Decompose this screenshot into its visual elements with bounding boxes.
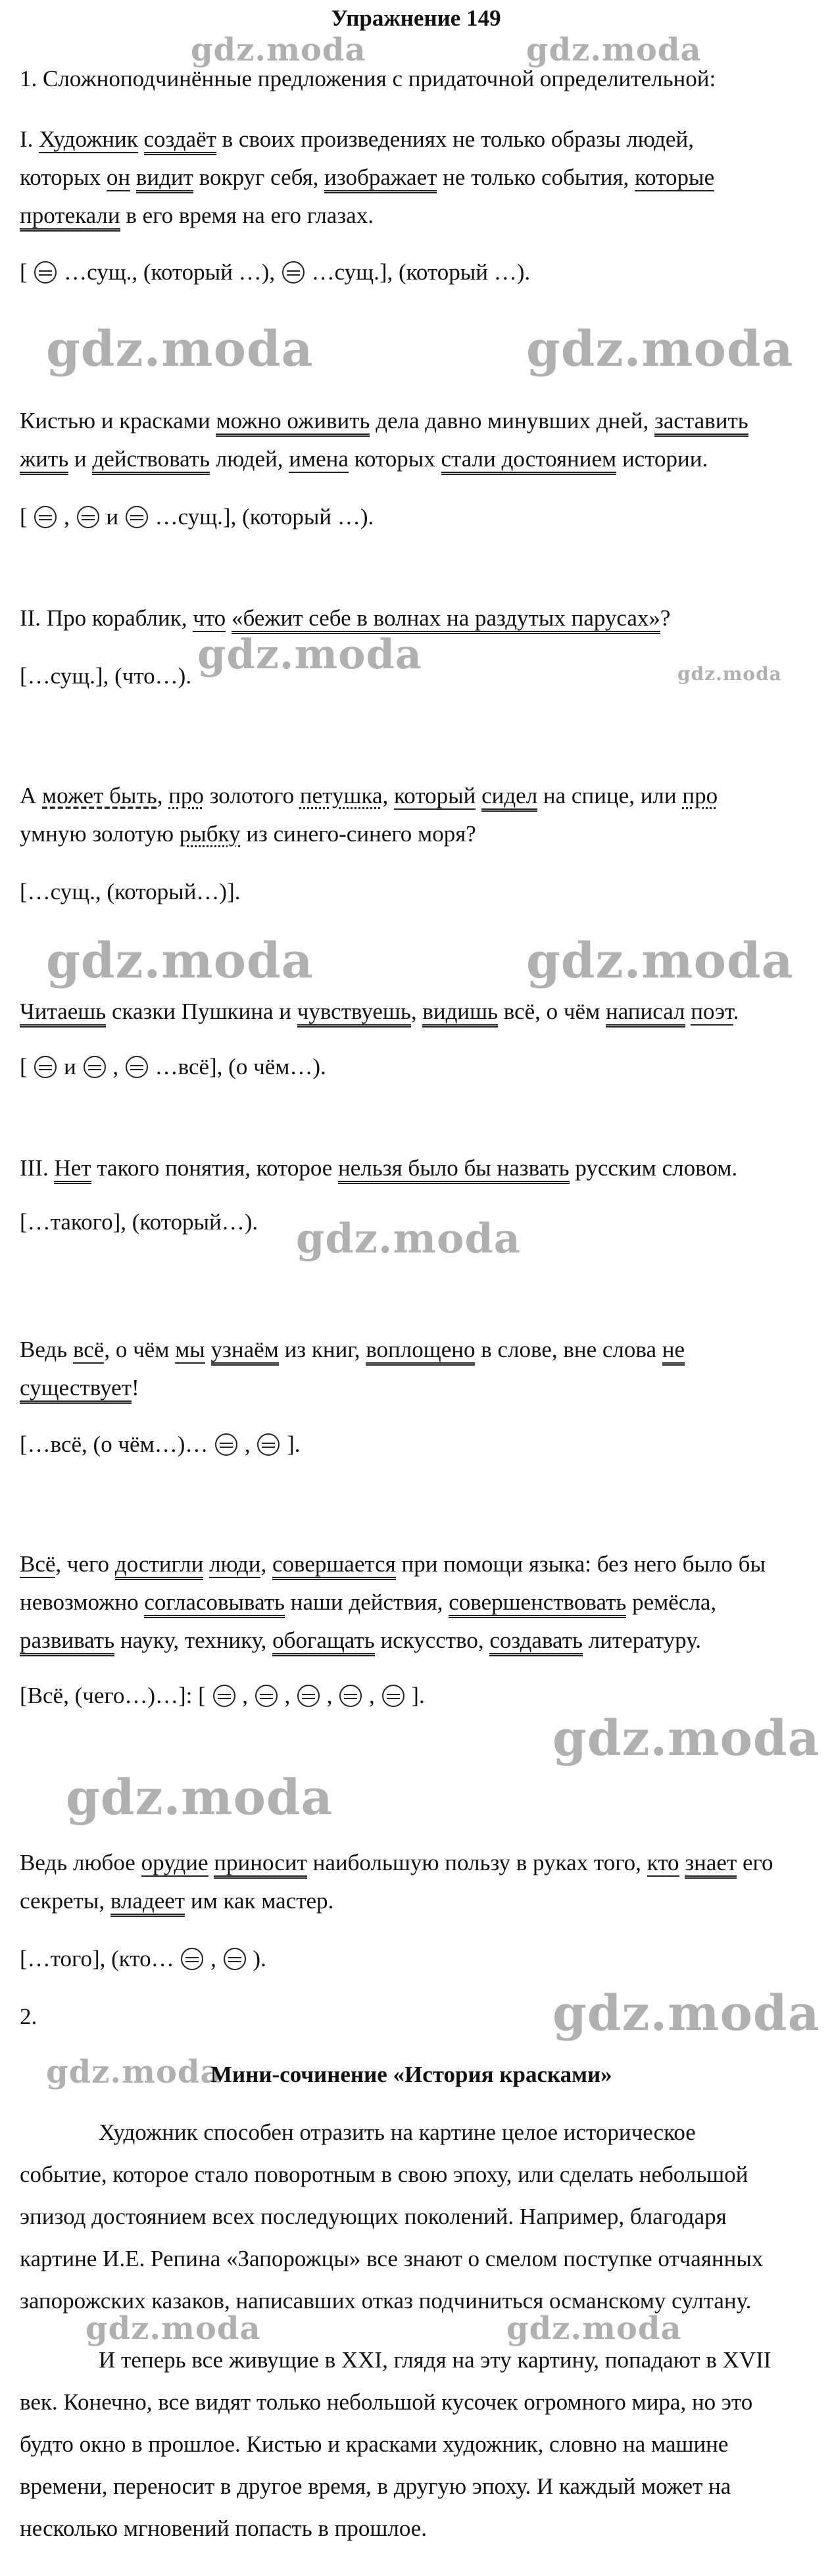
scheme-4: […сущ., (который…)]. <box>20 879 241 904</box>
predicate-circle-icon <box>126 506 148 528</box>
essay-line: Художник способен отразить на картине целое историческое <box>99 2119 696 2145</box>
sentence-1-line-1: I. Художник создаёт в своих произведениях не только образы людей, <box>20 125 694 154</box>
watermark: gdz.moda <box>526 933 794 989</box>
exercise-title: Упражнение 149 <box>331 5 501 31</box>
watermark: gdz.moda <box>296 1214 521 1262</box>
watermark: gdz.moda <box>552 1985 820 2042</box>
sentence-7-line-1: Ведь всё, о чём мы узнаём из книг, воплощено в слове, вне слова не <box>20 1335 685 1364</box>
scheme-5: [ и , …всё], (о чём…). <box>20 1054 326 1079</box>
predicate-circle-icon <box>34 506 57 528</box>
watermark: gdz.moda <box>46 2054 222 2091</box>
scheme-1: [ …сущ., (который …), …сущ.], (который …). <box>20 259 531 285</box>
scheme-7: […всё, (о чём…)… , ]. <box>20 1431 301 1457</box>
predicate-circle-icon <box>84 1056 106 1078</box>
sentence-1-line-3: протекали в его время на его глазах. <box>20 201 374 230</box>
watermark: gdz.moda <box>506 2310 682 2347</box>
sentence-7-line-2: существует! <box>20 1374 139 1402</box>
predicate-circle-icon <box>382 1685 404 1707</box>
watermark: gdz.moda <box>46 321 314 378</box>
sentence-3: II. Про кораблик, что «бежит себе в волнах на раздутых парусах»? <box>20 604 670 633</box>
scheme-9: […того], (кто… , ). <box>20 1946 266 1971</box>
essay-line: запорожских казаков, написавших отказ подчиниться османскому султану. <box>20 2288 752 2314</box>
predicate-circle-icon <box>297 1685 320 1707</box>
sentence-9-line-2: секреты, владеет им как мастер. <box>20 1887 333 1916</box>
essay-line: век. Конечно, все видят только небольшой кусочек огромного мира, но это <box>20 2389 753 2415</box>
predicate-circle-icon <box>77 506 99 528</box>
predicate-circle-icon <box>126 1056 148 1078</box>
predicate-circle-icon <box>213 1685 235 1707</box>
sentence-2-line-2: жить и действовать людей, имена которых стали достоянием истории. <box>20 445 708 474</box>
essay-title: Мини-сочинение «История красками» <box>210 2062 612 2087</box>
watermark: gdz.moda <box>526 32 702 68</box>
sentence-2-line-1: Кистью и красками можно оживить дела давно минувших дней, заставить <box>20 407 748 435</box>
essay-line: эпизод достоянием всех последующих поколений. Например, благодаря <box>20 2204 727 2229</box>
sentence-8-line-3: развивать науку, технику, обогащать искусство, создавать литературу. <box>20 1626 701 1655</box>
predicate-circle-icon <box>257 1433 280 1456</box>
predicate-circle-icon <box>224 1948 246 1970</box>
predicate-circle-icon <box>181 1948 203 1970</box>
essay-line: времени, переносит в другое время, в другую эпоху. И каждый может на <box>20 2473 731 2499</box>
watermark: gdz.moda <box>197 630 422 678</box>
sentence-4-line-2: умную золотую рыбку из синего-синего моря? <box>20 821 476 847</box>
sentence-8-line-1: Всё, чего достигли люди, совершается при помощи языка: без него было бы <box>20 1550 766 1579</box>
essay-line: картине И.Е. Репина «Запорожцы» все знают о смелом поступке отчаянных <box>20 2246 764 2271</box>
watermark: gdz.moda <box>66 1770 333 1826</box>
watermark: gdz.moda <box>677 663 782 685</box>
watermark: gdz.moda <box>552 1710 820 1767</box>
predicate-circle-icon <box>339 1685 362 1707</box>
essay-line: И теперь все живущие в XXI, глядя на эту картину, попадают в XVII <box>99 2347 771 2373</box>
sentence-5: Читаешь сказки Пушкина и чувствуешь, видишь всё, о чём написал поэт. <box>20 997 739 1026</box>
predicate-circle-icon <box>215 1433 237 1456</box>
sentence-8-line-2: невозможно согласовывать наши действия, совершенствовать ремёсла, <box>20 1588 716 1617</box>
essay-line: будто окно в прошлое. Кистью и красками художник, словно на машине <box>20 2431 729 2457</box>
scheme-3: […сущ.], (что…). <box>20 663 192 689</box>
predicate-circle-icon <box>255 1685 278 1707</box>
sentence-4-line-1: А может быть, про золотого петушка, который сидел на спице, или про <box>20 781 718 810</box>
watermark: gdz.moda <box>191 32 366 68</box>
task-1-heading: 1. Сложноподчинённые предложения с придаточной определительной: <box>20 66 716 91</box>
predicate-circle-icon <box>282 261 305 284</box>
scheme-2: [ , и …сущ.], (который …). <box>20 504 374 530</box>
watermark: gdz.moda <box>526 321 794 378</box>
watermark: gdz.moda <box>46 933 314 989</box>
essay-line: событие, которое стало поворотным в свою эпоху, или сделать небольшой <box>20 2162 748 2187</box>
task-2-heading: 2. <box>20 2004 37 2029</box>
scheme-6: […такого], (который…). <box>20 1209 258 1235</box>
scheme-8: [Всё, (чего…)…]: [ , , , , ]. <box>20 1683 425 1708</box>
essay-line: несколько мгновений попасть в прошлое. <box>20 2515 428 2541</box>
sentence-9-line-1: Ведь любое орудие приносит наибольшую пользу в руках того, кто знает его <box>20 1848 773 1877</box>
sentence-6: III. Нет такого понятия, которое нельзя было бы назвать русским словом. <box>20 1154 737 1183</box>
sentence-1-line-2: которых он видит вокруг себя, изображает не только события, которые <box>20 163 714 192</box>
predicate-circle-icon <box>34 261 57 284</box>
predicate-circle-icon <box>34 1056 57 1078</box>
watermark: gdz.moda <box>86 2310 261 2347</box>
